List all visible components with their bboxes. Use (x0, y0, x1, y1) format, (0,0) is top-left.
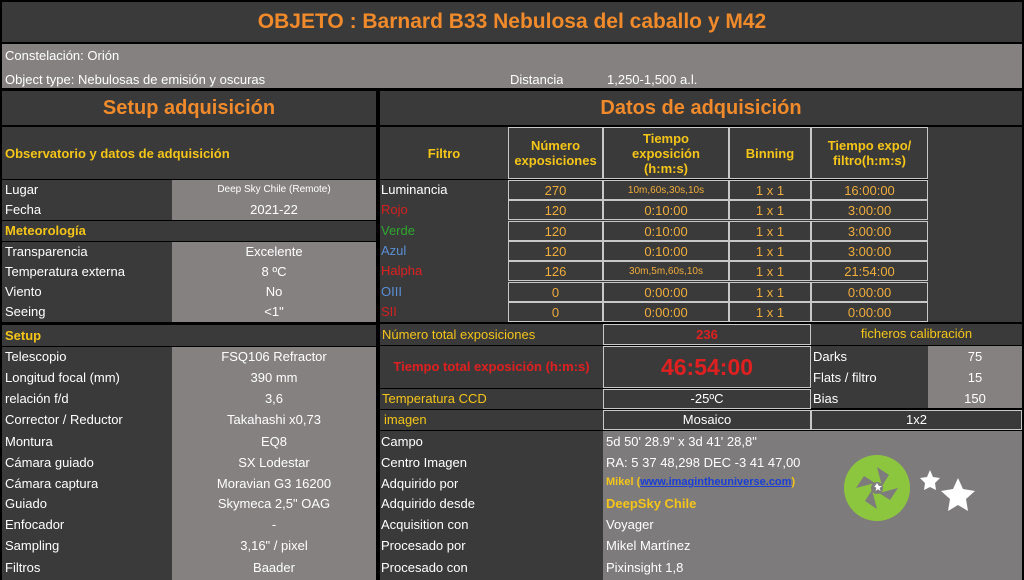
filter-row (380, 282, 928, 302)
setup-value: Moravian G3 16200 (216, 476, 332, 491)
filter-time: 0:10:00 (603, 221, 729, 241)
datos-header (380, 91, 1022, 125)
setup-value: EQ8 (260, 434, 287, 449)
tiempo-total-value: 46:54:00 (660, 354, 754, 380)
credit-website[interactable]: www.imagintheuniverse.com (640, 476, 792, 488)
tiempo-exp-header (603, 127, 729, 179)
binning-header (729, 127, 811, 179)
setup-label: Longitud focal (mm) (5, 370, 120, 385)
filter-num: 126 (508, 261, 603, 281)
setup-label: Cámara guiado (5, 455, 94, 470)
filter-total: 3:00:00 (811, 200, 928, 220)
filter-binning: 1 x 1 (729, 302, 811, 322)
filter-binning: 1 x 1 (729, 282, 811, 302)
filter-num: 0 (508, 302, 603, 322)
setup-label: Guiado (5, 496, 47, 511)
filter-name: SII (381, 303, 397, 319)
filter-num: 120 (508, 241, 603, 261)
fecha-label: Fecha (5, 202, 42, 217)
tiempo-total-label: Tiempo total exposición (h:m:s) (393, 359, 590, 374)
aperture-logo-icon (842, 453, 912, 523)
calibration-title: ficheros calibración (860, 326, 973, 341)
object-type-text: Object type: Nebulosas de emisión y oscuras (5, 72, 266, 87)
transparencia-value: Excelente (245, 244, 303, 259)
detail-label: Adquirido desde (381, 496, 475, 511)
tiempo-filtro-header-text: Tiempo expo/ filtro(h:m:s) (827, 138, 912, 168)
setup-label: relación f/d (5, 391, 69, 406)
detail-label: Adquirido por (381, 476, 459, 491)
detail-label: Campo (381, 434, 423, 449)
detail-label: Procesado por (381, 538, 466, 553)
detail-value: 5d 50' 28.9" x 3d 41' 28,8" (606, 434, 757, 449)
filter-binning: 1 x 1 (729, 261, 811, 281)
filter-name: OIII (381, 283, 402, 299)
stars-icon (920, 466, 982, 516)
filter-name: Rojo (381, 202, 408, 218)
setup-value: Skymeca 2,5" OAG (217, 496, 331, 511)
setup-value: 3,6 (264, 391, 284, 406)
temp-ccd-label: Temperatura CCD (382, 391, 487, 406)
filter-total: 3:00:00 (811, 221, 928, 241)
setup-value: FSQ106 Refractor (221, 349, 327, 364)
viento-value: No (265, 284, 283, 299)
filter-binning: 1 x 1 (729, 200, 811, 220)
imagen-label: imagen (384, 412, 427, 427)
setup-title: Setup (5, 328, 42, 343)
detail-label: Procesado con (381, 560, 468, 575)
setup-header (2, 91, 376, 125)
imagen-value: Mosaico (682, 412, 732, 427)
setup-label: Telescopio (5, 349, 67, 364)
detail-value: RA: 5 37 48,298 DEC -3 41 47,00 (606, 455, 801, 470)
distancia-value: 1,250-1,500 a.l. (607, 72, 698, 87)
tiempo-exp-header-text: Tiempo exposición (h:m:s) (632, 130, 700, 176)
setup-value: 3,16" / pixel (240, 538, 308, 553)
num-total-label: Número total exposiciones (382, 327, 536, 342)
filter-name: Halpha (381, 263, 423, 279)
filter-total: 0:00:00 (811, 282, 928, 302)
setup-label: Corrector / Reductor (5, 412, 123, 427)
filter-row (380, 180, 928, 200)
filtro-header-text: Filtro (427, 145, 461, 161)
filter-row (380, 200, 928, 220)
detail-value: Mikel Martínez (606, 538, 691, 553)
setup-value: SX Lodestar (238, 455, 310, 470)
credit-author: Mikel (606, 476, 634, 488)
setup-title-cell (2, 325, 376, 346)
transparencia-label: Transparencia (5, 244, 88, 259)
filter-time: 0:10:00 (603, 241, 729, 261)
credit-close-paren: ) (791, 476, 796, 488)
filtro-header (380, 127, 508, 179)
lugar-label: Lugar (5, 182, 39, 197)
filter-total: 3:00:00 (811, 241, 928, 261)
filter-name: Azul (381, 242, 407, 258)
setup-label: Sampling (5, 538, 60, 553)
setup-header-text: Setup adquisición (102, 96, 276, 119)
right-blank-column (928, 127, 1022, 322)
lugar-value: Deep Sky Chile (Remote) (217, 184, 331, 195)
setup-value: 390 mm (250, 370, 298, 385)
setup-value: Takahashi x0,73 (227, 412, 321, 427)
credit-line (606, 476, 795, 488)
imagen-extra: 1x2 (906, 412, 927, 427)
filter-binning: 1 x 1 (729, 221, 811, 241)
constelacion-text: Constelación: Orión (5, 48, 120, 63)
filter-binning: 1 x 1 (729, 241, 811, 261)
temperatura-value: 8 ºC (261, 264, 287, 279)
detail-label: Acquisition con (381, 517, 469, 532)
binning-header-text: Binning (745, 145, 795, 161)
setup-label: Montura (5, 434, 53, 449)
filter-num: 270 (508, 180, 603, 200)
observatorio-title: Observatorio y datos de adquisición (5, 145, 230, 161)
filter-total: 0:00:00 (811, 302, 928, 322)
filter-row (380, 261, 928, 281)
info-panel (2, 44, 1022, 88)
page-title: OBJETO : Barnard B33 Nebulosa del caballo y M42 (257, 10, 767, 33)
darks-value: 75 (967, 349, 983, 364)
setup-value: Baader (253, 560, 295, 575)
detail-value: Voyager (606, 517, 654, 532)
filter-time: 10m,60s,30s,10s (603, 180, 729, 200)
filter-total: 16:00:00 (811, 180, 928, 200)
filter-row (380, 221, 928, 241)
observatorio-title-cell (2, 127, 376, 179)
filter-time: 30m,5m,60s,10s (603, 261, 729, 281)
distancia-label: Distancia (510, 72, 564, 87)
credit-observatory: DeepSky Chile (606, 496, 697, 511)
filter-time: 0:10:00 (603, 200, 729, 220)
setup-label: Filtros (5, 560, 41, 575)
fecha-value: 2021-22 (250, 202, 298, 217)
setup-value: - (271, 517, 277, 532)
filter-time: 0:00:00 (603, 282, 729, 302)
temp-ccd-value: -25ºC (690, 391, 724, 406)
detail-value: Pixinsight 1,8 (606, 560, 684, 575)
datos-header-text: Datos de adquisición (600, 96, 802, 119)
tiempo-filtro-header (811, 127, 928, 179)
bias-label: Bias (813, 391, 839, 406)
filter-num: 0 (508, 282, 603, 302)
setup-label: Cámara captura (5, 476, 99, 491)
filter-row (380, 241, 928, 261)
filter-total: 21:54:00 (811, 261, 928, 281)
viento-label: Viento (5, 284, 42, 299)
num-exp-header-text: Número exposiciones (514, 138, 597, 168)
filter-name: Luminancia (381, 182, 448, 197)
num-exp-header (508, 127, 603, 179)
seeing-label: Seeing (5, 304, 46, 319)
filter-num: 120 (508, 200, 603, 220)
seeing-value: <1" (264, 304, 284, 319)
darks-label: Darks (813, 349, 847, 364)
filter-row (380, 302, 928, 322)
title-bar (2, 2, 1022, 42)
detail-label: Centro Imagen (381, 455, 467, 470)
meteo-title: Meteorología (5, 223, 86, 238)
setup-label: Enfocador (5, 517, 65, 532)
filter-num: 120 (508, 221, 603, 241)
filter-binning: 1 x 1 (729, 180, 811, 200)
flats-label: Flats / filtro (813, 370, 877, 385)
num-total-value: 236 (696, 327, 718, 342)
filter-time: 0:00:00 (603, 302, 729, 322)
flats-value: 15 (967, 370, 983, 385)
bias-value: 150 (964, 391, 986, 406)
filter-name: Verde (381, 222, 415, 238)
temperatura-label: Temperatura externa (5, 264, 125, 279)
credit-open-paren: ( (636, 476, 641, 488)
